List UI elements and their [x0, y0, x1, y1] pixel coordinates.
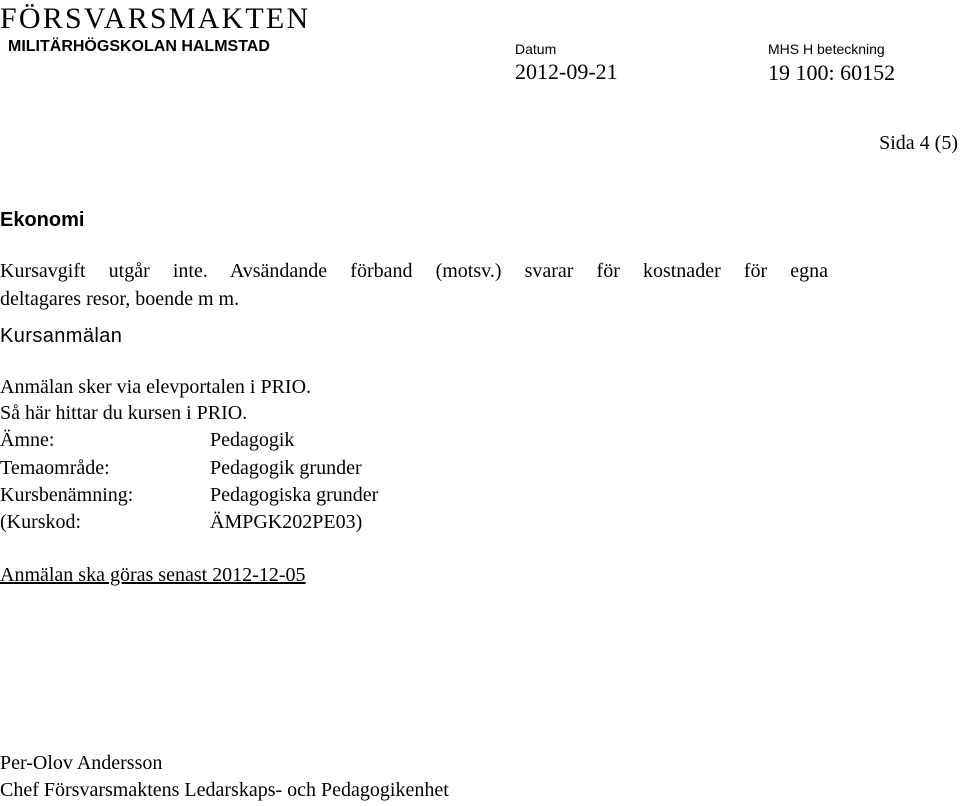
course-info-value: ÄMPGK202PE03): [210, 511, 363, 533]
course-info-label: (Kurskod:: [0, 511, 82, 533]
economy-heading: Ekonomi: [0, 209, 85, 231]
registration-heading: Kursanmälan: [0, 325, 123, 347]
date-value: 2012-09-21: [515, 59, 618, 84]
registration-line-2: Så här hittar du kursen i PRIO.: [0, 402, 248, 424]
economy-line-1: Kursavgift utgår inte. Avsändande förband (motsv.) svarar för kostnader för egna: [0, 260, 828, 282]
registration-line-1: Anmälan sker via elevportalen i PRIO.: [0, 376, 312, 398]
signature-name: Per-Olov Andersson: [0, 752, 163, 774]
course-info-value: Pedagogik grunder: [210, 457, 362, 479]
registration-deadline: Anmälan ska göras senast 2012-12-05: [0, 564, 306, 586]
course-info-row-course-name: [0, 482, 600, 508]
economy-line-2: deltagares resor, boende m m.: [0, 288, 240, 310]
date-label: Datum: [515, 41, 557, 57]
course-info-label: Temaområde:: [0, 457, 110, 479]
course-info-label: Kursbenämning:: [0, 484, 134, 506]
organization-name: FÖRSVARSMAKTEN: [0, 2, 311, 35]
page-indicator: Sida 4 (5): [879, 132, 958, 154]
course-info-label: Ämne:: [0, 429, 55, 451]
course-info-row-course-code: [0, 509, 600, 535]
unit-name: MILITÄRHÖGSKOLAN HALMSTAD: [8, 38, 270, 55]
reference-value: 19 100: 60152: [768, 60, 896, 85]
course-info-value: Pedagogiska grunder: [210, 484, 379, 506]
course-info-row-theme: [0, 455, 600, 481]
course-info-row-subject: [0, 427, 600, 453]
reference-label: MHS H beteckning: [768, 41, 885, 57]
course-info-value: Pedagogik: [210, 429, 295, 451]
signature-title: Chef Försvarsmaktens Ledarskaps- och Pedagogikenhet: [0, 779, 449, 801]
